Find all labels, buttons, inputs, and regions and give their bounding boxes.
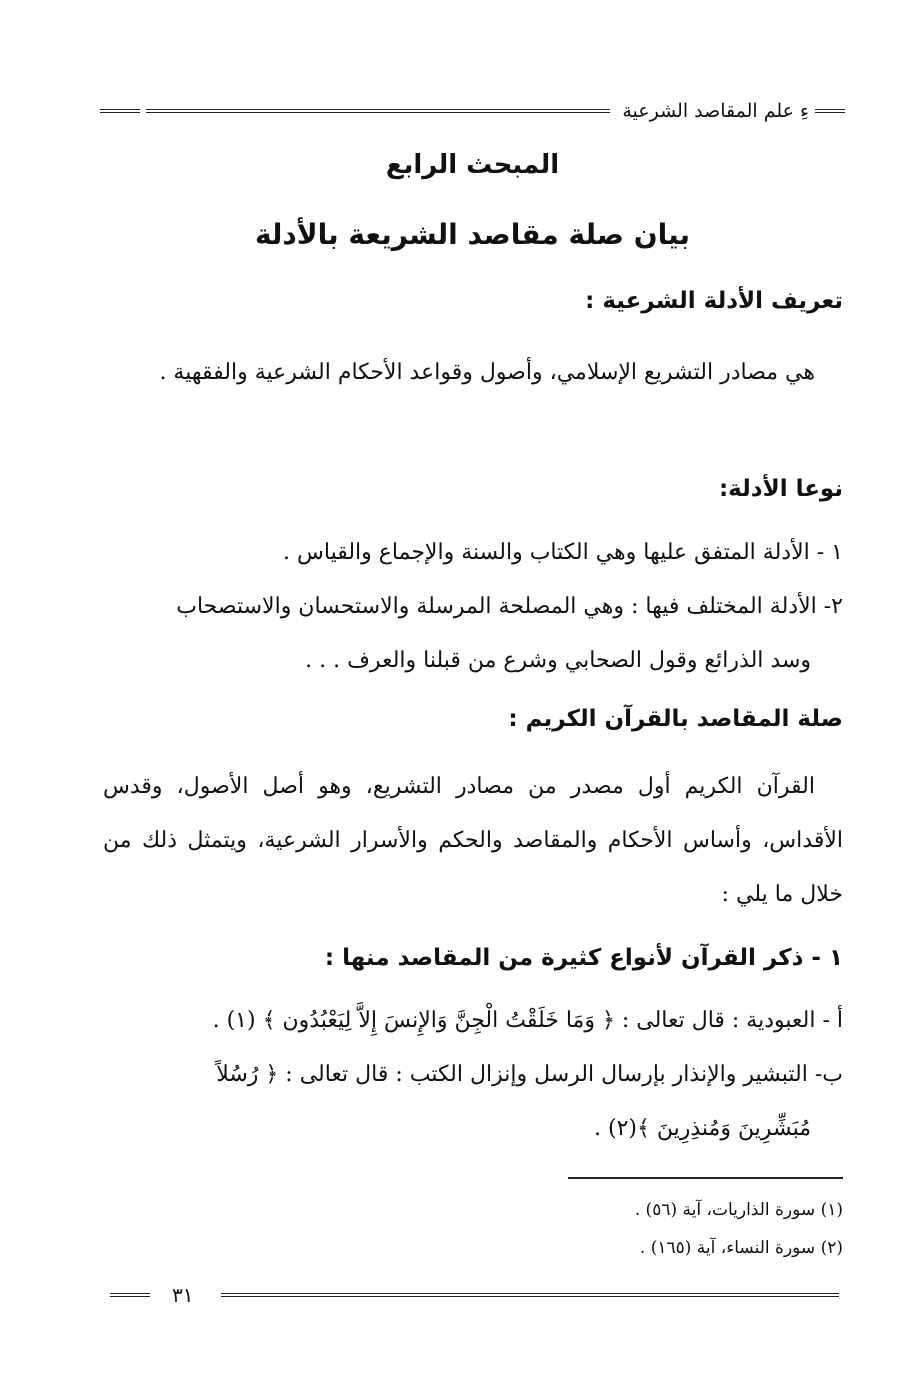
- quran-text: القرآن الكريم أول مصدر من مصادر التشريع، وهو أصل الأصول، وقدس الأقداس، وأساس الأحكام والمقاصد والحكم والأسرار الشرعية، ويتمثل ذلك من خلال ما يلي :: [103, 774, 843, 907]
- quran-paragraph: [103, 760, 843, 922]
- quran-heading: صلة المقاصد بالقرآن الكريم :: [508, 706, 843, 732]
- types-item-2-line-1: ٢- الأدلة المختلف فيها : وهي المصلحة المرسلة والاستحسان والاستصحاب: [176, 594, 843, 619]
- running-title: ءِ علم المقاصد الشرعية: [622, 100, 809, 122]
- header-rule-right: [815, 109, 845, 113]
- point-1-heading: ١ - ذكر القرآن لأنواع كثيرة من المقاصد منها :: [324, 945, 843, 971]
- section-subtitle: بيان صلة مقاصد الشريعة بالأدلة: [254, 218, 691, 251]
- section-title: المبحث الرابع: [385, 150, 560, 180]
- footer-rule-long: [221, 1293, 839, 1297]
- running-header: [100, 96, 845, 126]
- header-rule-left: [100, 109, 140, 113]
- types-heading: نوعا الأدلة:: [718, 476, 843, 502]
- footnote-2: (٢) سورة النساء، آية (١٦٥) .: [639, 1238, 843, 1258]
- definition-text: هي مصادر التشريع الإسلامي، وأصول وقواعد الأحكام الشرعية والفقهية .: [159, 360, 815, 385]
- point-b-line-1: ب- التبشير والإنذار بإرسال الرسل وإنزال الكتب : قال تعالى : ﴿ رُسُلاً: [216, 1062, 843, 1087]
- types-item-2-line-2: وسد الذرائع وقول الصحابي وشرع من قبلنا والعرف . . .: [305, 648, 811, 673]
- footnote-1: (١) سورة الذاريات، آية (٥٦) .: [634, 1200, 843, 1220]
- footnote-separator: [568, 1177, 843, 1179]
- point-a: أ - العبودية : قال تعالى : ﴿ وَمَا خَلَقْتُ الْجِنَّ وَالإِنسَ إِلاَّ لِيَعْبُدُون ﴾ (١) .: [212, 1008, 843, 1033]
- types-item-1: ١ - الأدلة المتفق عليها وهي الكتاب والسنة والإجماع والقياس .: [283, 540, 843, 565]
- point-b-line-2: مُبَشِّرِينَ وَمُنذِرِينَ ﴾(٢) .: [593, 1116, 811, 1141]
- definition-heading: تعريف الأدلة الشرعية :: [585, 288, 843, 314]
- page-number: ٣١: [172, 1283, 194, 1307]
- footer-rule-short: [110, 1293, 150, 1297]
- page-footer: [110, 1282, 845, 1308]
- definition-paragraph: [103, 346, 843, 400]
- header-rule-long: [146, 109, 610, 113]
